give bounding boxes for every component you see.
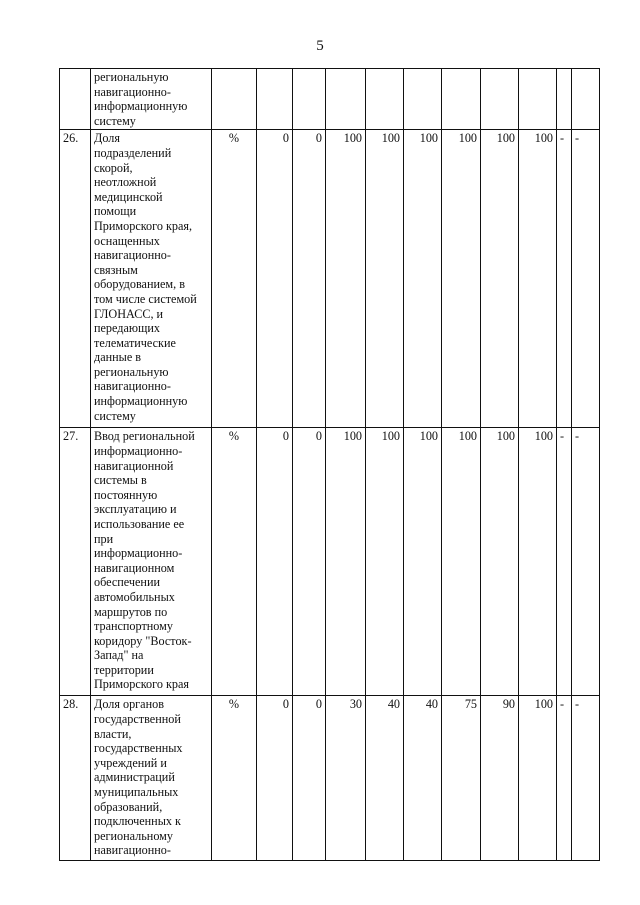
value-cell: 100 <box>481 130 519 428</box>
value-cell <box>293 69 326 130</box>
value-cell: 0 <box>293 428 326 696</box>
value-cell: 0 <box>257 130 293 428</box>
value-cell: 40 <box>404 696 442 861</box>
dash-cell <box>557 69 572 130</box>
value-cell: 0 <box>257 428 293 696</box>
value-cell: 100 <box>326 130 366 428</box>
row-number <box>60 69 91 130</box>
value-cell: 100 <box>442 428 481 696</box>
table-body <box>60 69 600 861</box>
indicator-name: Доля органов государственной власти, государственных учреждений и администраций муниципальных образований, подключенных к региональному навигационно- <box>91 696 212 861</box>
dash-cell: - <box>557 428 572 696</box>
value-cell: 90 <box>481 696 519 861</box>
value-cell: 100 <box>404 428 442 696</box>
table-row <box>60 428 600 696</box>
value-cell: 40 <box>366 696 404 861</box>
value-cell <box>442 69 481 130</box>
value-cell: 100 <box>442 130 481 428</box>
page-number: 5 <box>316 38 324 54</box>
table-row <box>60 696 600 861</box>
value-cell: 100 <box>366 428 404 696</box>
dash-cell: - <box>557 696 572 861</box>
indicator-name: региональную навигационно- информационную систему <box>91 69 212 130</box>
dash-cell: - <box>572 130 600 428</box>
value-cell: 0 <box>293 130 326 428</box>
indicator-name: Доля подразделений скорой, неотложной медицинской помощи Приморского края, оснащенных навигационно- связным оборудованием, в том числе системой ГЛОНАСС, и передающих телематические данные в региональную навигационно- информационную систему <box>91 130 212 428</box>
unit-cell: % <box>212 696 257 861</box>
dash-cell: - <box>557 130 572 428</box>
value-cell: 100 <box>481 428 519 696</box>
value-cell: 100 <box>519 130 557 428</box>
dash-cell: - <box>572 428 600 696</box>
unit-cell: % <box>212 130 257 428</box>
row-number: 26. <box>60 130 91 428</box>
value-cell: 100 <box>404 130 442 428</box>
value-cell <box>326 69 366 130</box>
unit-cell <box>212 69 257 130</box>
value-cell <box>366 69 404 130</box>
value-cell: 100 <box>326 428 366 696</box>
value-cell: 0 <box>257 696 293 861</box>
value-cell: 100 <box>519 696 557 861</box>
value-cell: 30 <box>326 696 366 861</box>
value-cell: 100 <box>366 130 404 428</box>
indicator-table <box>59 68 600 861</box>
dash-cell: - <box>572 696 600 861</box>
indicator-name: Ввод региональной информационно- навигационной системы в постоянную эксплуатацию и использование ее при информационно- навигационном обеспечении автомобильных маршрутов по транспортному коридору "Восток- Запад" на территории Приморского края <box>91 428 212 696</box>
unit-cell: % <box>212 428 257 696</box>
value-cell <box>404 69 442 130</box>
value-cell: 0 <box>293 696 326 861</box>
dash-cell <box>572 69 600 130</box>
row-number: 28. <box>60 696 91 861</box>
value-cell <box>257 69 293 130</box>
table-row <box>60 69 600 130</box>
table-row <box>60 130 600 428</box>
value-cell <box>481 69 519 130</box>
value-cell <box>519 69 557 130</box>
value-cell: 100 <box>519 428 557 696</box>
row-number: 27. <box>60 428 91 696</box>
value-cell: 75 <box>442 696 481 861</box>
